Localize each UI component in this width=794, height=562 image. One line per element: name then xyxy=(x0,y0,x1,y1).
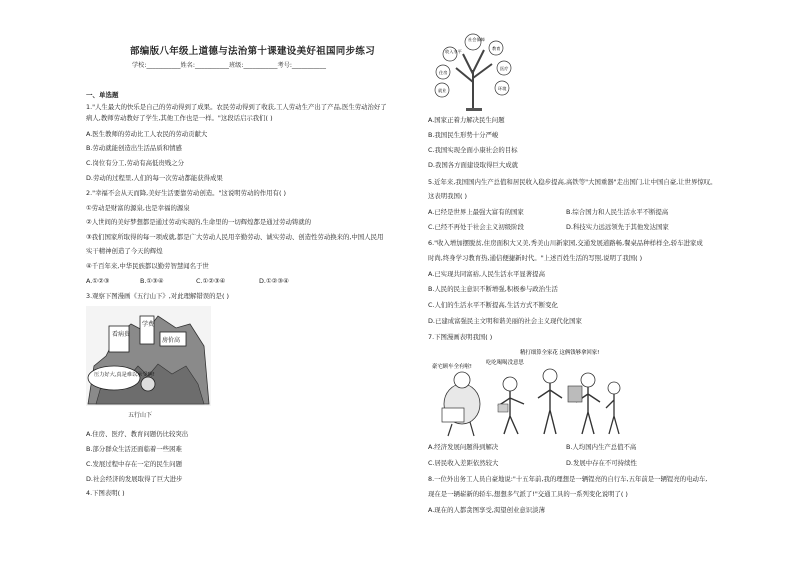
q2-option-d: D.①②③④ xyxy=(259,277,289,285)
q8-option-a: A.现在的人都贪图享受,渴望创业意识淡薄 xyxy=(428,506,545,514)
q5-stem-cont: 这表明我国( ) xyxy=(428,192,467,200)
q6-option-a: A.已实现共同富裕,人民生活水平显著提高 xyxy=(428,270,545,278)
q7-option-d: D.发展中存在不可持续性 xyxy=(566,459,637,467)
q5-option-d: D.科技实力远远领先于其他发达国家 xyxy=(566,223,669,231)
q7-stem: 7.下图漫画表明我国( ) xyxy=(428,333,493,341)
q6-option-c: C.人们的生活水平不断提高,生活方式不断变化 xyxy=(428,301,558,309)
q2-item-2: ②人世间的美好梦想都是通过劳动实现的,生命里的一切辉煌都是通过劳动铸就的 xyxy=(86,218,312,226)
tree-label-6: 就业 xyxy=(438,88,447,93)
page-title: 部编版八年级上道德与法治第十课建设美好祖国同步练习 xyxy=(130,46,376,57)
cartoon2-sign-2: 吃吃喝喝没意思 xyxy=(486,360,524,366)
q3-stem: 3.观察下图漫画《五行山下》,对此理解错误的是( ) xyxy=(86,292,229,300)
q4-option-a: A.国家正着力解决民生问题 xyxy=(428,116,505,124)
tree-figure xyxy=(428,30,518,112)
cartoon1-label-1: 看病贵 xyxy=(112,331,131,338)
tree-label-2: 收入水平 xyxy=(445,49,462,54)
q1-option-a: A.医生教师的劳动比工人农民的劳动贡献大 xyxy=(86,130,208,138)
q4-option-d: D.我国各方面建设取得巨大成就 xyxy=(428,161,519,169)
q5-option-c: C.已经不再处于社会主义初级阶段 xyxy=(428,223,524,231)
tree-label-4: 医疗 xyxy=(500,66,509,71)
q5-stem: 5.近年来,我国国内生产总值和居民收入稳步提高,高铁等"大国重器"走出国门,让中国自豪,让世界惊叹。 xyxy=(428,178,717,186)
q3-option-b: B.部分群众生活还面临着一些困难 xyxy=(86,445,182,453)
q3-option-a: A.住房、医疗、教育问题仍比较突出 xyxy=(86,430,189,438)
cartoon1-label-3: 房价高 xyxy=(162,337,181,344)
cartoon1-speech: 压力好大,真是难以承受啊! xyxy=(94,372,155,378)
q8-stem: 8.一位外出务工人员自豪地说:"十五年前,我的理想是一辆锃亮的自行车,五年前是一辆锃亮的电动车, xyxy=(428,475,708,483)
tree-label-7: 环境 xyxy=(498,86,507,91)
cartoon1-caption: 五行山下 xyxy=(128,412,153,419)
q5-option-b: B.综合国力和人民生活水平不断提高 xyxy=(566,208,669,216)
tree-label-5: 住房 xyxy=(439,70,448,75)
q7-option-a: A.经济发展问题得到解决 xyxy=(428,443,499,451)
q6-option-d: D.已建成富强民主文明和谐美丽的社会主义现代化国家 xyxy=(428,317,582,325)
q7-option-c: C.居民收入差距依然较大 xyxy=(428,459,499,467)
q8-stem-cont: 现在是一辆崭新的轿车,想想多气派了!"交通工具的一系列变化说明了( ) xyxy=(428,490,628,498)
q4-stem: 4.下图表明( ) xyxy=(86,489,125,497)
q1-option-c: C.岗位有分工,劳动有高低贵贱之分 xyxy=(86,159,184,167)
q4-option-b: B.我国民生形势十分严峻 xyxy=(428,131,499,139)
tree-label-1: 社会保障 xyxy=(468,37,485,42)
q3-option-d: D.社会经济的发展取得了巨大进步 xyxy=(86,475,183,483)
q7-option-b: B.人均国内生产总值不高 xyxy=(566,443,637,451)
cartoon2-sign-1: 豪宅顾车全有啦! xyxy=(432,364,472,370)
q2-stem: 2."幸福不会从天而降,美好生活要靠劳动创造。"这说明劳动的作用有( ) xyxy=(86,189,286,197)
tree-label-3: 教育 xyxy=(492,46,501,51)
q1-option-d: D.劳动的过程里,人们的每一次劳动都能获得成果 xyxy=(86,174,223,182)
q6-stem: 6."收入增加摆脱贫,住房面积大又美,秀美山川新家园,交通发展道路畅,餐桌品种样样全,轿车进家成 xyxy=(428,239,703,247)
q6-option-b: B.人民的民主意识不断增强,积极参与政治生活 xyxy=(428,285,558,293)
q3-option-c: C.发展过程中存在一定的民生问题 xyxy=(86,460,182,468)
q5-option-a: A.已经是世界上最强大富有的国家 xyxy=(428,208,524,216)
q2-item-1: ①劳动是财富的源泉,也是幸福的源泉 xyxy=(86,204,190,212)
q2-option-b: B.①③④ xyxy=(140,277,164,285)
cartoon-income-gap xyxy=(428,346,628,438)
cartoon-five-elements-mountain xyxy=(86,306,211,421)
q4-option-c: C.我国实现全面小康社会的目标 xyxy=(428,146,518,154)
q1-option-b: B.劳动就能创造出生活品质和情感 xyxy=(86,144,182,152)
q2-item-3: ③我们国家所取得的每一项成就,都是广大劳动人民用辛勤劳动、诚实劳动、创造性劳动换来的,中国人民用 xyxy=(86,233,384,241)
q2-option-c: C.①②③④ xyxy=(196,277,226,285)
q2-item-4: ④千百年来,中华民族都以勤劳智慧闻名于世 xyxy=(86,262,209,270)
cartoon1-label-2: 学费 xyxy=(142,321,155,328)
q2-option-a: A.①②③ xyxy=(86,277,110,285)
q1-stem-cont: 病人,教师劳动教好了学生,其他工作也是一样。"这段话启示我们( ) xyxy=(86,114,273,122)
student-info-line: 学校:___________姓名:___________班级:___________考号:___________ xyxy=(132,62,326,69)
q6-stem-cont: 时尚,终身学习教育热,通信便捷新时代。"上述百姓生活的写照,说明了我国( ) xyxy=(428,254,643,262)
q2-item-3-cont: 实干精神创造了今天的辉煌 xyxy=(86,247,163,255)
section-heading: 一、单选题 xyxy=(86,91,119,99)
q1-stem: 1."人生最大的快乐是自己的劳动得到了成果。农民劳动得到了收获,工人劳动生产出了产品,医生劳动治好了 xyxy=(86,103,387,111)
cartoon2-sign-3: 精打细算全家花 这俩钱够拿回家! xyxy=(520,350,600,356)
